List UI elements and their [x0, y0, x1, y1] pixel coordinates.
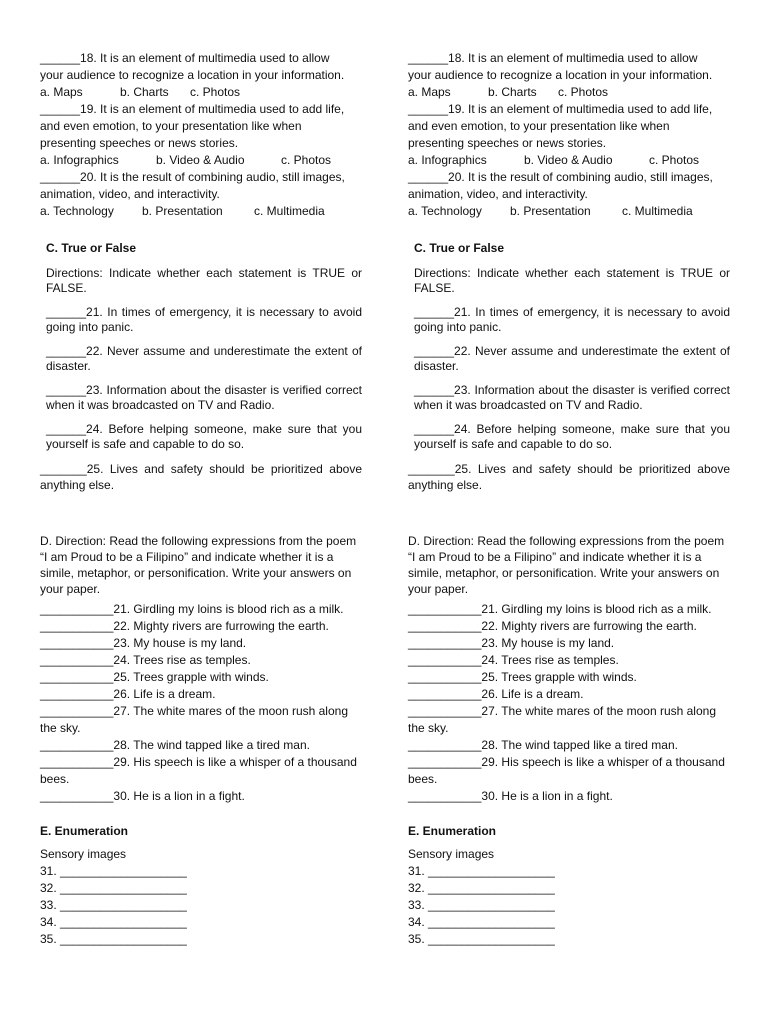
answer-options	[40, 84, 362, 101]
option-c: c. Photos	[281, 153, 332, 167]
question-text: presenting speeches or news stories.	[408, 136, 607, 150]
question-text: your audience to recognize a location in your information.	[40, 68, 345, 82]
fig-item-27: ___________27. The white mares of the moon rush along the sky.	[40, 704, 348, 735]
tf-item-24: ______24. Before helping someone, make sure that you yourself is safe and capable to do so.	[46, 422, 362, 451]
question-text: your audience to recognize a location in your information.	[408, 68, 713, 82]
answer-options	[408, 152, 730, 169]
fig-item-30: ___________30. He is a lion in a fight.	[408, 789, 613, 803]
section-directions: D. Direction: Read the following expressions from the poem “I am Proud to be a Filipino” and indicate whether it is a simile, metaphor, or personification. Write your answers on your paper.	[40, 534, 357, 596]
section-title: C. True or False	[46, 241, 137, 255]
section-directions: Directions: Indicate whether each statement is TRUE or FALSE.	[46, 266, 362, 295]
section-title: C. True or False	[414, 241, 505, 255]
section-subtitle: Sensory images	[40, 847, 127, 861]
fig-item-24: ___________24. Trees rise as temples.	[40, 653, 251, 667]
question-text: ______19. It is an element of multimedia used to add life,	[40, 102, 345, 116]
enum-item-33: 33. ___________________	[408, 898, 555, 912]
fig-item-28: ___________28. The wind tapped like a tired man.	[408, 738, 678, 752]
worksheet-column-right	[408, 50, 730, 948]
option-a: a. Infographics	[408, 153, 487, 167]
option-b: b. Video & Audio	[156, 153, 245, 167]
section-title: E. Enumeration	[408, 824, 497, 838]
tf-item-25: _______25. Lives and safety should be prioritized above anything else.	[408, 462, 730, 492]
fig-item-30: ___________30. He is a lion in a fight.	[40, 789, 245, 803]
enum-item-32: 32. ___________________	[40, 881, 187, 895]
fig-item-23: ___________23. My house is my land.	[408, 636, 615, 650]
question-text: ______20. It is the result of combining audio, still images,	[408, 170, 713, 184]
enum-item-32: 32. ___________________	[408, 881, 555, 895]
tf-item-22: ______22. Never assume and underestimate the extent of disaster.	[46, 344, 362, 373]
answer-options	[40, 203, 362, 220]
answer-options	[408, 84, 730, 101]
question-text: ______19. It is an element of multimedia used to add life,	[408, 102, 713, 116]
fig-item-21: ___________21. Girdling my loins is blood rich as a milk.	[40, 602, 344, 616]
option-b: b. Charts	[120, 85, 169, 99]
fig-item-28: ___________28. The wind tapped like a tired man.	[40, 738, 310, 752]
section-title: E. Enumeration	[40, 824, 129, 838]
question-text: presenting speeches or news stories.	[40, 136, 239, 150]
enum-item-31: 31. ___________________	[40, 864, 187, 878]
tf-item-23: ______23. Information about the disaster is verified correct when it was broadcasted on TV and Radio.	[46, 383, 362, 412]
question-19	[408, 101, 730, 169]
option-c: c. Multimedia	[254, 204, 325, 218]
answer-options	[40, 152, 362, 169]
question-19	[40, 101, 362, 169]
true-false-section	[40, 240, 362, 452]
option-a: a. Technology	[408, 204, 482, 218]
option-b: b. Video & Audio	[524, 153, 613, 167]
enum-item-34: 34. ___________________	[408, 915, 555, 929]
answer-options	[408, 203, 730, 220]
option-b: b. Charts	[488, 85, 537, 99]
figurative-section	[40, 533, 362, 805]
fig-item-22: ___________22. Mighty rivers are furrowing the earth.	[408, 619, 697, 633]
enumeration-section	[40, 823, 362, 948]
question-text: animation, video, and interactivity.	[40, 187, 220, 201]
fig-item-29: ___________29. His speech is like a whisper of a thousand bees.	[408, 755, 725, 786]
fig-item-25: ___________25. Trees grapple with winds.	[408, 670, 637, 684]
option-c: c. Photos	[558, 85, 609, 99]
question-text: and even emotion, to your presentation like when	[408, 119, 670, 133]
question-text: ______18. It is an element of multimedia used to allow	[40, 51, 330, 65]
question-18	[408, 50, 730, 101]
tf-item-22: ______22. Never assume and underestimate the extent of disaster.	[414, 344, 730, 373]
fig-item-27: ___________27. The white mares of the moon rush along the sky.	[408, 704, 716, 735]
enum-item-34: 34. ___________________	[40, 915, 187, 929]
true-false-section	[408, 240, 730, 452]
option-c: c. Multimedia	[622, 204, 693, 218]
option-a: a. Maps	[408, 85, 451, 99]
option-a: a. Technology	[40, 204, 114, 218]
question-text: and even emotion, to your presentation like when	[40, 119, 302, 133]
tf-item-23: ______23. Information about the disaster is verified correct when it was broadcasted on TV and Radio.	[414, 383, 730, 412]
option-a: a. Infographics	[40, 153, 119, 167]
question-20	[408, 169, 730, 220]
option-c: c. Photos	[649, 153, 700, 167]
option-b: b. Presentation	[142, 204, 223, 218]
question-text: animation, video, and interactivity.	[408, 187, 588, 201]
enum-item-35: 35. ___________________	[408, 932, 555, 946]
fig-item-24: ___________24. Trees rise as temples.	[408, 653, 619, 667]
fig-item-21: ___________21. Girdling my loins is blood rich as a milk.	[408, 602, 712, 616]
question-text: ______20. It is the result of combining audio, still images,	[40, 170, 345, 184]
worksheet-column-left	[40, 50, 362, 948]
fig-item-29: ___________29. His speech is like a whisper of a thousand bees.	[40, 755, 357, 786]
enum-item-31: 31. ___________________	[408, 864, 555, 878]
fig-item-23: ___________23. My house is my land.	[40, 636, 247, 650]
tf-item-21: ______21. In times of emergency, it is necessary to avoid going into panic.	[46, 305, 362, 334]
section-directions: D. Direction: Read the following expressions from the poem “I am Proud to be a Filipino” and indicate whether it is a simile, metaphor, or personification. Write your answers on your paper.	[408, 534, 725, 596]
fig-item-22: ___________22. Mighty rivers are furrowing the earth.	[40, 619, 329, 633]
tf-item-25: _______25. Lives and safety should be prioritized above anything else.	[40, 462, 362, 492]
enum-item-33: 33. ___________________	[40, 898, 187, 912]
question-18	[40, 50, 362, 101]
fig-item-26: ___________26. Life is a dream.	[40, 687, 216, 701]
enumeration-section	[408, 823, 730, 948]
section-subtitle: Sensory images	[408, 847, 495, 861]
question-text: ______18. It is an element of multimedia used to allow	[408, 51, 698, 65]
tf-item-21: ______21. In times of emergency, it is necessary to avoid going into panic.	[414, 305, 730, 334]
fig-item-26: ___________26. Life is a dream.	[408, 687, 584, 701]
question-20	[40, 169, 362, 220]
option-b: b. Presentation	[510, 204, 591, 218]
tf-item-24: ______24. Before helping someone, make sure that you yourself is safe and capable to do so.	[414, 422, 730, 451]
option-c: c. Photos	[190, 85, 241, 99]
figurative-section	[408, 533, 730, 805]
fig-item-25: ___________25. Trees grapple with winds.	[40, 670, 269, 684]
enum-item-35: 35. ___________________	[40, 932, 187, 946]
section-directions: Directions: Indicate whether each statement is TRUE or FALSE.	[414, 266, 730, 295]
option-a: a. Maps	[40, 85, 83, 99]
